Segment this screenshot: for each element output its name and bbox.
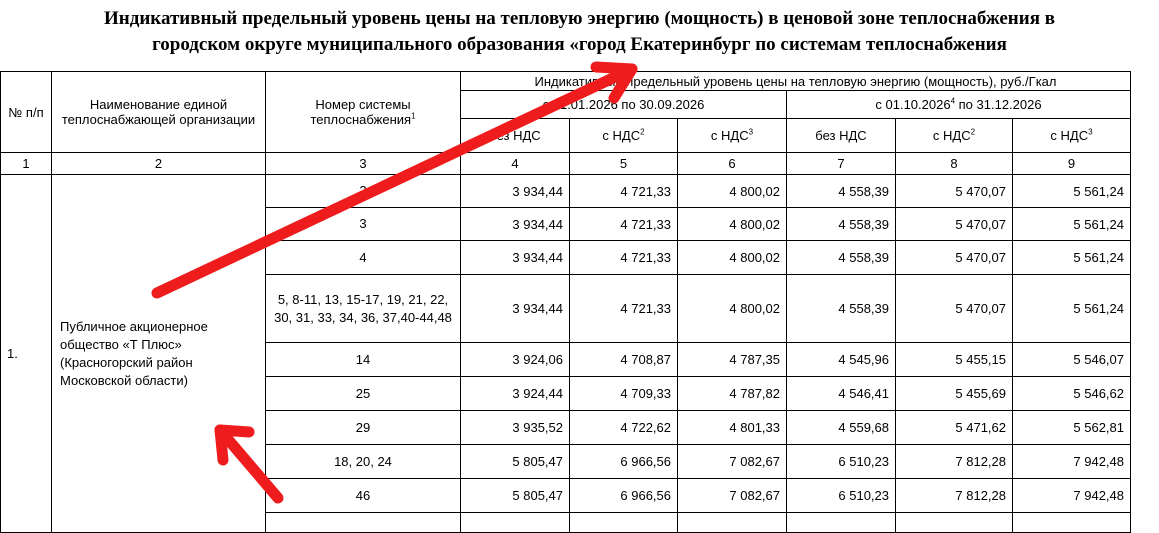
price-cell: 4 801,33: [678, 411, 787, 445]
column-number: 3: [266, 153, 461, 175]
price-cell: 4 708,87: [570, 343, 678, 377]
price-cell: 4 800,02: [678, 241, 787, 275]
table-row: [1, 175, 1131, 208]
price-cell: 4 545,96: [787, 343, 896, 377]
price-cell: 7 082,67: [678, 445, 787, 479]
system-number: 25: [266, 377, 461, 411]
empty-cell: [896, 513, 1013, 533]
price-cell: 4 721,33: [570, 175, 678, 208]
empty-cell: [570, 513, 678, 533]
price-cell: 5 805,47: [461, 445, 570, 479]
column-number: 7: [787, 153, 896, 175]
price-cell: 5 471,62: [896, 411, 1013, 445]
price-cell: 4 787,82: [678, 377, 787, 411]
price-cell: 4 546,41: [787, 377, 896, 411]
header-system-label: Номер системы теплоснабжения: [310, 97, 412, 127]
header-vat3-2: [1013, 119, 1131, 153]
title-line-2: городском округе муниципального образования «город Екатеринбург по системам теплоснабжения: [152, 34, 1007, 55]
column-number: 5: [570, 153, 678, 175]
document-title: [0, 6, 1159, 58]
period-2-end: по 31.12.2026: [955, 97, 1042, 112]
footnote-3: 3: [1088, 127, 1093, 137]
header-no-vat-2: без НДС: [787, 119, 896, 153]
arrow-1-head-left: [596, 67, 632, 69]
price-cell: 6 510,23: [787, 445, 896, 479]
header-period-1: с 01.01.2026 по 30.09.2026: [461, 91, 787, 119]
column-number: 8: [896, 153, 1013, 175]
vat-label: с НДС: [602, 128, 641, 143]
empty-cell: [266, 513, 461, 533]
price-cell: 5 561,24: [1013, 241, 1131, 275]
system-number: 3: [266, 208, 461, 241]
empty-cell: [787, 513, 896, 533]
price-cell: 4 721,33: [570, 241, 678, 275]
price-cell: 5 470,07: [896, 208, 1013, 241]
price-cell: 4 722,62: [570, 411, 678, 445]
price-cell: 7 942,48: [1013, 479, 1131, 513]
column-number: 6: [678, 153, 787, 175]
price-cell: 7 812,28: [896, 479, 1013, 513]
system-number: 4: [266, 241, 461, 275]
empty-cell: [1013, 513, 1131, 533]
price-cell: 7 942,48: [1013, 445, 1131, 479]
price-cell: 5 561,24: [1013, 175, 1131, 208]
column-number: 2: [52, 153, 266, 175]
price-table: [0, 71, 1131, 533]
system-number: 5, 8-11, 13, 15-17, 19, 21, 22, 30, 31, 33, 34, 36, 37,40-44,48: [266, 275, 461, 343]
price-cell: 6 966,56: [570, 445, 678, 479]
price-cell: 5 455,69: [896, 377, 1013, 411]
price-cell: 5 561,24: [1013, 208, 1131, 241]
footnote-2: 2: [640, 127, 645, 137]
system-number: 29: [266, 411, 461, 445]
footnote-2: 2: [970, 127, 976, 137]
price-cell: 6 966,56: [570, 479, 678, 513]
footnote-1: 1: [411, 111, 416, 121]
header-number: № п/п: [1, 72, 52, 153]
vat-label: с НДС: [1050, 128, 1089, 143]
price-cell: 4 558,39: [787, 241, 896, 275]
price-cell: 4 709,33: [570, 377, 678, 411]
price-cell: 4 800,02: [678, 208, 787, 241]
price-cell: 4 558,39: [787, 175, 896, 208]
price-cell: 5 561,24: [1013, 275, 1131, 343]
system-number: 2: [266, 175, 461, 208]
price-cell: 3 924,06: [461, 343, 570, 377]
price-cell: 5 805,47: [461, 479, 570, 513]
header-no-vat-1: без НДС: [461, 119, 570, 153]
price-cell: 5 455,15: [896, 343, 1013, 377]
price-cell: 3 934,44: [461, 208, 570, 241]
empty-cell: [678, 513, 787, 533]
footnote-3: 3: [748, 127, 754, 137]
organization-name: Публичное акционерное общество «Т Плюс» (Красногорский район Московской области): [52, 175, 266, 533]
column-number: 4: [461, 153, 570, 175]
price-cell: 5 470,07: [896, 275, 1013, 343]
price-cell: 5 470,07: [896, 241, 1013, 275]
price-cell: 5 470,07: [896, 175, 1013, 208]
title-line-1: Индикативный предельный уровень цены на тепловую энергию (мощность) в ценовой зоне теплоснабжения в: [104, 8, 1055, 29]
system-number: 18, 20, 24: [266, 445, 461, 479]
header-vat2-2: [896, 119, 1013, 153]
column-number-row: [1, 153, 1131, 175]
price-cell: 4 558,39: [787, 208, 896, 241]
column-number: 1: [1, 153, 52, 175]
column-number: 9: [1013, 153, 1131, 175]
price-cell: 4 559,68: [787, 411, 896, 445]
empty-cell: [461, 513, 570, 533]
system-number: 46: [266, 479, 461, 513]
system-number: 14: [266, 343, 461, 377]
price-cell: 4 558,39: [787, 275, 896, 343]
price-cell: 6 510,23: [787, 479, 896, 513]
price-cell: 3 934,44: [461, 175, 570, 208]
price-cell: 7 812,28: [896, 445, 1013, 479]
vat-label: с НДС: [710, 128, 749, 143]
price-cell: 4 721,33: [570, 208, 678, 241]
header-vat3-1: [678, 119, 787, 153]
price-cell: 3 924,44: [461, 377, 570, 411]
price-cell: 4 787,35: [678, 343, 787, 377]
period-2-start: с 01.10.2026: [875, 97, 951, 112]
header-organization: Наименование единой теплоснабжающей организации: [52, 72, 266, 153]
price-cell: 5 562,81: [1013, 411, 1131, 445]
price-cell: 3 934,44: [461, 275, 570, 343]
price-cell: 4 800,02: [678, 275, 787, 343]
vat-label: с НДС: [932, 128, 971, 143]
price-cell: 5 546,07: [1013, 343, 1131, 377]
price-cell: 3 935,52: [461, 411, 570, 445]
price-cell: 5 546,62: [1013, 377, 1131, 411]
header-vat2-1: [570, 119, 678, 153]
price-cell: 3 934,44: [461, 241, 570, 275]
header-price-group: Индикативный предельный уровень цены на тепловую энергию (мощность), руб./Гкал: [461, 72, 1131, 91]
row-number: 1.: [1, 175, 52, 533]
price-cell: 4 800,02: [678, 175, 787, 208]
price-cell: 4 721,33: [570, 275, 678, 343]
footnote-4: 4: [950, 96, 956, 106]
price-cell: 7 082,67: [678, 479, 787, 513]
header-period-2: [787, 91, 1131, 119]
header-system-number: [266, 72, 461, 153]
